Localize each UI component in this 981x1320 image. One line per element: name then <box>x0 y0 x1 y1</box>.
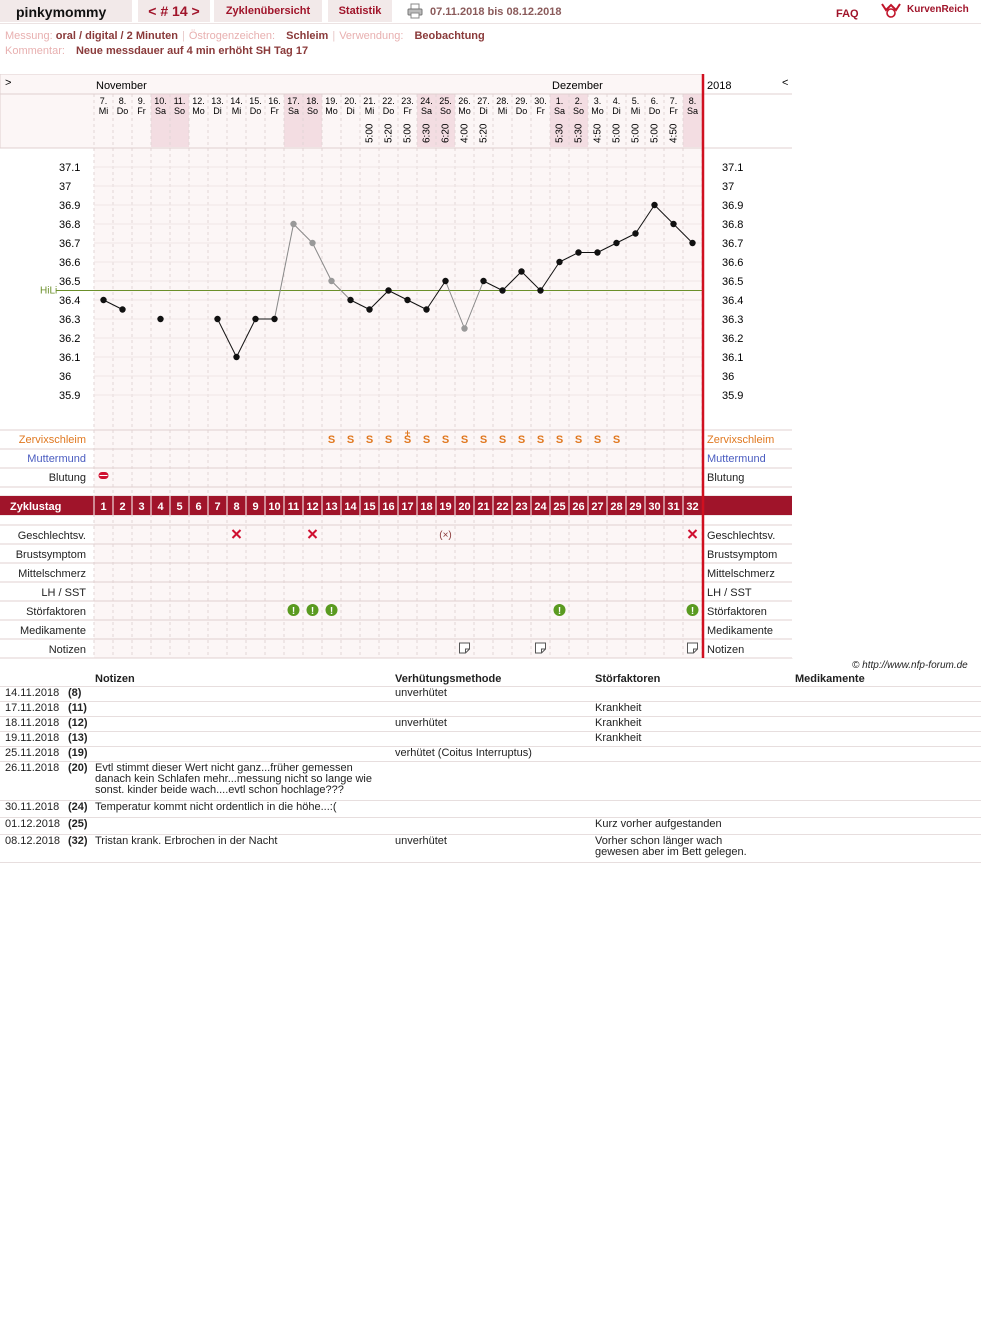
day-number: 2. <box>574 96 583 106</box>
day-number: 9. <box>137 96 146 106</box>
day-number: 22. <box>382 96 395 106</box>
cycle-day-number: 14 <box>344 501 357 513</box>
cycle-day-number: 15 <box>363 501 376 513</box>
day-number: 21. <box>363 96 376 106</box>
stoer-header: Störfaktoren <box>595 673 661 685</box>
zervix-mark: S <box>536 434 545 446</box>
cycle-day-number: 10 <box>268 501 281 513</box>
y-tick-right: 36.3 <box>722 314 744 326</box>
zervix-mark: S <box>384 434 393 446</box>
y-tick-left: 36.2 <box>59 333 81 345</box>
day-number: 7. <box>669 96 678 106</box>
cycle-day-number: 28 <box>610 501 623 513</box>
temp-point <box>689 240 695 246</box>
zervix-mark: S <box>593 434 602 446</box>
notes-cell-date: 08.12.2018 <box>5 835 61 847</box>
cycle-day-number: 9 <box>252 501 259 513</box>
cycle-day-number: 13 <box>325 501 338 513</box>
weekday: So <box>572 106 585 116</box>
notes-cell-stoer: Krankheit <box>595 717 642 729</box>
notes-cell-stoer: Kurz vorher aufgestanden <box>595 818 722 830</box>
day-number: 11. <box>173 96 186 106</box>
temp-point <box>670 221 676 227</box>
row-label-right-blutung: Blutung <box>707 472 745 484</box>
row-label-blutung: Blutung <box>48 472 86 484</box>
temp-point <box>499 287 505 293</box>
notes-cell-note: Temperatur kommt nicht ordentlich in die höhe...:( <box>95 801 337 813</box>
weekday: Fr <box>137 106 146 116</box>
y-tick-right: 36 <box>722 371 735 383</box>
row-label-right-muttermund: Muttermund <box>707 453 766 465</box>
day-number: 20. <box>344 96 357 106</box>
day-number: 18. <box>306 96 319 106</box>
notes-row <box>0 716 981 732</box>
weekday: Mi <box>497 106 508 116</box>
notes-row <box>0 761 981 801</box>
day-number: 28. <box>496 96 509 106</box>
cycle-day-number: 1 <box>100 501 107 513</box>
notes-cell-day: (11) <box>68 702 87 714</box>
weekday: Mo <box>192 106 205 116</box>
hili-label: HiLi <box>40 285 58 297</box>
measure-time: 6:30 <box>421 123 433 143</box>
weekday: Fr <box>536 106 545 116</box>
day-number: 8. <box>118 96 127 106</box>
zervix-mark: S <box>346 434 355 446</box>
disturbance-icon-mark: ! <box>291 606 296 617</box>
temp-point <box>214 316 220 322</box>
temp-point <box>442 278 448 284</box>
weekday: Sa <box>686 106 699 116</box>
y-tick-left: 36.7 <box>59 238 81 250</box>
weekday: Sa <box>287 106 300 116</box>
weekday: Do <box>515 106 528 116</box>
row-label-right-gv: Geschlechtsv. <box>707 530 776 542</box>
row-label-stoer: Störfaktoren <box>26 606 86 618</box>
year-label: 2018 <box>707 80 732 92</box>
cycle-day-number: 32 <box>686 501 699 513</box>
y-tick-left: 36.6 <box>59 257 81 269</box>
day-number: 12. <box>192 96 205 106</box>
temp-point <box>119 306 125 312</box>
weekday: Do <box>382 106 395 116</box>
weekday: Fr <box>403 106 412 116</box>
weekday: Do <box>249 106 262 116</box>
zervix-mark: S <box>441 434 450 446</box>
temp-point <box>461 325 467 331</box>
measure-time: 5:00 <box>364 123 376 143</box>
notes-cell-stoer: Krankheit <box>595 702 642 714</box>
measure-time: 5:30 <box>554 123 566 143</box>
weekday: Mo <box>591 106 604 116</box>
day-number: 4. <box>612 96 621 106</box>
date-range: 07.11.2018 bis 08.12.2018 <box>430 6 562 18</box>
cycle-day-number: 26 <box>572 501 585 513</box>
cycle-day-number: 19 <box>439 501 452 513</box>
temp-point <box>518 268 524 274</box>
zervix-mark: S <box>498 434 507 446</box>
weekday: So <box>173 106 186 116</box>
temp-point <box>252 316 258 322</box>
weekday: Mo <box>325 106 338 116</box>
day-number: 17. <box>287 96 300 106</box>
kurvenreich-logo-text[interactable]: KurvenReich <box>907 4 969 15</box>
weekday: So <box>306 106 319 116</box>
day-number: 7. <box>99 96 108 106</box>
notes-cell-stoer: Vorher schon länger wach gewesen aber im Bett gelegen. <box>595 835 747 858</box>
y-tick-right: 35.9 <box>722 390 744 402</box>
day-number: 3. <box>593 96 602 106</box>
measure-time: 5:20 <box>383 123 395 143</box>
y-tick-right: 36.2 <box>722 333 744 345</box>
zervix-mark: S <box>422 434 431 446</box>
y-tick-left: 35.9 <box>59 390 81 402</box>
measure-time: 4:50 <box>668 123 680 143</box>
weekday: Di <box>346 106 355 116</box>
notes-row <box>0 731 981 747</box>
weekday: Mi <box>630 106 641 116</box>
copyright[interactable]: © http://www.nfp-forum.de <box>852 660 968 671</box>
notes-cell-date: 19.11.2018 <box>5 732 60 744</box>
row-label-right-stoer: Störfaktoren <box>707 606 767 618</box>
cycle-day-number: 23 <box>515 501 528 513</box>
temp-point <box>594 249 600 255</box>
y-tick-right: 36.6 <box>722 257 744 269</box>
temp-point <box>385 287 391 293</box>
tab-cycle-overview[interactable]: Zyklenübersicht <box>214 0 322 22</box>
temp-point <box>233 354 239 360</box>
notes-row <box>0 701 981 717</box>
cycle-day-number: 16 <box>382 501 395 513</box>
weekday: Do <box>116 106 129 116</box>
weekday: Fr <box>270 106 279 116</box>
day-number: 23. <box>401 96 414 106</box>
row-label-right-notizen: Notizen <box>707 644 745 656</box>
weekday: Sa <box>154 106 167 116</box>
notes-row <box>0 686 981 702</box>
weekday: Di <box>479 106 488 116</box>
chart-background <box>0 74 792 658</box>
row-label-right-mittel: Mittelschmerz <box>707 568 775 580</box>
notes-cell-date: 01.12.2018 <box>5 818 61 830</box>
temp-point <box>575 249 581 255</box>
cycle-day-number: 24 <box>534 501 547 513</box>
y-tick-right: 36.5 <box>722 276 744 288</box>
faq-link[interactable]: FAQ <box>836 8 859 20</box>
cycle-day-number: 29 <box>629 501 642 513</box>
row-label-right-brust: Brustsymptom <box>707 549 778 561</box>
notes-row <box>0 817 981 835</box>
day-number: 8. <box>688 96 697 106</box>
cycle-day-number: 12 <box>306 501 319 513</box>
zervix-mark: S <box>403 434 412 446</box>
notes-cell-method: unverhütet <box>395 717 447 729</box>
day-number: 13. <box>211 96 224 106</box>
notes-cell-stoer: Krankheit <box>595 732 642 744</box>
notes-row <box>0 834 981 863</box>
temp-point <box>347 297 353 303</box>
y-tick-left: 36.8 <box>59 219 81 231</box>
zervix-mark: S <box>517 434 526 446</box>
temp-point <box>556 259 562 265</box>
measure-time: 5:00 <box>649 123 661 143</box>
day-number: 6. <box>650 96 659 106</box>
zervix-mark: S <box>460 434 469 446</box>
weekday: Do <box>648 106 661 116</box>
notes-row <box>0 746 981 762</box>
cycle-day-number: 4 <box>157 501 164 513</box>
day-number: 10. <box>154 96 167 106</box>
y-tick-left: 36.1 <box>59 352 81 364</box>
y-tick-left: 36.3 <box>59 314 81 326</box>
nav-left-arrow: > <box>5 77 12 89</box>
zervix-mark: S <box>479 434 488 446</box>
row-label-right-zervix: Zervixschleim <box>707 434 775 446</box>
y-tick-left: 36.5 <box>59 276 81 288</box>
y-tick-left: 36.9 <box>59 200 81 212</box>
intercourse-protected-icon: (×) <box>439 530 452 541</box>
notes-cell-date: 17.11.2018 <box>5 702 60 714</box>
notes-header: Notizen <box>95 673 135 685</box>
tab-statistics[interactable]: Statistik <box>328 0 392 22</box>
kurvenreich-logo-icon[interactable] <box>880 1 902 19</box>
weekday: Di <box>612 106 621 116</box>
temp-point <box>537 287 543 293</box>
day-number: 16. <box>268 96 281 106</box>
measure-time: 4:50 <box>592 123 604 143</box>
day-number: 15. <box>249 96 262 106</box>
notes-cell-day: (19) <box>68 747 88 759</box>
cycle-day-number: 27 <box>591 501 604 513</box>
temp-point <box>404 297 410 303</box>
temp-point <box>309 240 315 246</box>
method-header: Verhütungsmethode <box>395 673 502 685</box>
row-label-right-lh: LH / SST <box>707 587 752 599</box>
cycle-day-number: 21 <box>477 501 490 513</box>
notes-cell-method: unverhütet <box>395 835 447 847</box>
disturbance-icon-mark: ! <box>310 606 315 617</box>
cycle-day-number: 20 <box>458 501 471 513</box>
measure-time: 5:00 <box>630 123 642 143</box>
temp-point <box>366 306 372 312</box>
notes-cell-date: 25.11.2018 <box>5 747 60 759</box>
cycle-day-number: 11 <box>287 501 300 513</box>
row-label-notizen: Notizen <box>48 644 86 656</box>
row-label-mittel: Mittelschmerz <box>18 568 86 580</box>
temp-point <box>480 278 486 284</box>
notes-cell-method: verhütet (Coitus Interruptus) <box>395 747 532 759</box>
weekday: Di <box>213 106 222 116</box>
day-number: 26. <box>458 96 471 106</box>
notes-cell-date: 14.11.2018 <box>5 687 60 699</box>
notes-cell-day: (8) <box>68 687 82 699</box>
disturbance-icon-mark: ! <box>690 606 695 617</box>
day-number: 24. <box>420 96 433 106</box>
day-number: 27. <box>477 96 490 106</box>
medi-header: Medikamente <box>795 673 865 685</box>
weekday: Mo <box>458 106 471 116</box>
cycle-day-label: Zyklustag <box>10 501 62 513</box>
zervix-mark: S <box>365 434 374 446</box>
cycle-day-number: 18 <box>420 501 433 513</box>
y-tick-right: 36.4 <box>722 295 744 307</box>
notes-cell-method: unverhütet <box>395 687 447 699</box>
cycle-day-number: 17 <box>401 501 414 513</box>
row-label-muttermund: Muttermund <box>27 453 86 465</box>
notes-cell-day: (24) <box>68 801 88 813</box>
row-label-brust: Brustsymptom <box>15 549 86 561</box>
row-label-right-medi: Medikamente <box>707 625 774 637</box>
temp-point <box>423 306 429 312</box>
weekday: Sa <box>420 106 433 116</box>
day-number: 1. <box>555 96 564 106</box>
notes-cell-note: Tristan krank. Erbrochen in der Nacht <box>95 835 278 847</box>
month-november: November <box>96 80 147 92</box>
notes-row <box>0 800 981 818</box>
cycle-day-number: 8 <box>233 501 240 513</box>
y-tick-left: 37 <box>59 181 72 193</box>
temp-point <box>651 202 657 208</box>
measure-time: 5:30 <box>573 123 585 143</box>
weekday: Fr <box>669 106 678 116</box>
temp-point <box>100 297 106 303</box>
zervix-mark: S <box>555 434 564 446</box>
day-number: 30. <box>534 96 547 106</box>
cycle-day-number: 22 <box>496 501 509 513</box>
notes-cell-day: (32) <box>68 835 88 847</box>
comment-info: Kommentar: Neue messdauer auf 4 min erhöht SH Tag 17 <box>5 45 309 57</box>
y-tick-left: 37.1 <box>59 162 81 174</box>
notes-cell-date: 30.11.2018 <box>5 801 60 813</box>
day-number: 14. <box>230 96 243 106</box>
cycle-day-number: 7 <box>214 501 221 513</box>
measure-time: 5:00 <box>611 123 623 143</box>
cycle-day-number: 31 <box>667 501 680 513</box>
temp-point <box>157 316 163 322</box>
y-tick-right: 37.1 <box>722 162 744 174</box>
y-tick-left: 36.4 <box>59 295 81 307</box>
measure-time: 6:20 <box>440 123 452 143</box>
y-tick-right: 36.9 <box>722 200 744 212</box>
cycle-day-number: 6 <box>195 501 202 513</box>
weekday: Sa <box>553 106 566 116</box>
weekday: So <box>439 106 452 116</box>
y-tick-right: 37 <box>722 181 735 193</box>
notes-cell-day: (12) <box>68 717 88 729</box>
zervix-mark: S <box>612 434 621 446</box>
measurement-info: Messung: oral / digital / 2 Minuten | Östrogenzeichen: Schleim | Verwendung: Beobachtung <box>5 30 485 42</box>
day-number: 5. <box>631 96 640 106</box>
y-tick-right: 36.7 <box>722 238 744 250</box>
cycle-day-number: 30 <box>648 501 661 513</box>
cycle-day-number: 3 <box>138 501 145 513</box>
day-number: 29. <box>515 96 528 106</box>
notes-cell-day: (13) <box>68 732 88 744</box>
y-tick-left: 36 <box>59 371 72 383</box>
temp-point <box>328 278 334 284</box>
day-number: 19. <box>325 96 338 106</box>
notes-cell-note: Evtl stimmt dieser Wert nicht ganz...früher gemessen danach kein Schlafen mehr...messung nicht so lange wie sonst. kinder beide wach....evtl schon hochlage??? <box>95 762 372 796</box>
cycle-day-number: 5 <box>176 501 183 513</box>
weekday: Mi <box>98 106 109 116</box>
zervix-mark: S <box>574 434 583 446</box>
measure-time: 4:00 <box>459 123 471 143</box>
row-label-zervix: Zervixschleim <box>18 434 86 446</box>
cycle-day-number: 25 <box>553 501 566 513</box>
notes-cell-date: 18.11.2018 <box>5 717 60 729</box>
month-december: Dezember <box>552 80 603 92</box>
nav-right-arrow: < <box>782 77 789 89</box>
temp-point <box>290 221 296 227</box>
notes-cell-day: (20) <box>68 762 88 774</box>
measure-time: 5:00 <box>402 123 414 143</box>
row-label-gv: Geschlechtsv. <box>17 530 86 542</box>
row-label-medi: Medikamente <box>19 625 86 637</box>
username: pinkymommy <box>16 4 107 20</box>
disturbance-icon-mark: ! <box>329 606 334 617</box>
weekday: Mi <box>231 106 242 116</box>
cycle-nav[interactable]: < # 14 > <box>138 0 210 22</box>
notes-cell-date: 26.11.2018 <box>5 762 60 774</box>
notes-cell-day: (25) <box>68 818 88 830</box>
cycle-day-number: 2 <box>119 501 126 513</box>
temp-point <box>632 230 638 236</box>
measure-time: 5:20 <box>478 123 490 143</box>
row-label-lh: LH / SST <box>41 587 86 599</box>
zervix-mark: S <box>327 434 336 446</box>
y-tick-right: 36.8 <box>722 219 744 231</box>
day-number: 25. <box>439 96 452 106</box>
weekday: Mi <box>364 106 375 116</box>
print-icon[interactable] <box>407 3 423 19</box>
header-divider <box>0 23 981 24</box>
y-tick-right: 36.1 <box>722 352 744 364</box>
disturbance-icon-mark: ! <box>557 606 562 617</box>
temp-point <box>271 316 277 322</box>
temp-point <box>613 240 619 246</box>
temperature-chart <box>0 74 795 664</box>
